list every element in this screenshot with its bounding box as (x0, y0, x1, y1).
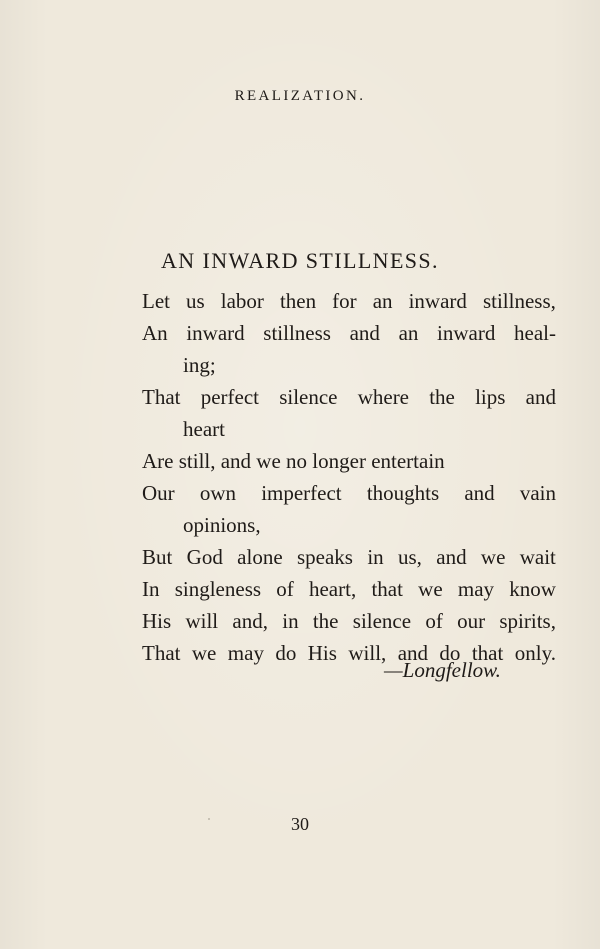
poem-line: That perfect silence where the lips and (142, 385, 556, 409)
poem-line: In singleness of heart, that we may know (142, 577, 556, 601)
poem-line-continuation: heart (183, 417, 225, 441)
running-head: REALIZATION. (234, 88, 366, 104)
poem-title: AN INWARD STILLNESS. (161, 248, 439, 273)
poem-body (142, 285, 562, 669)
poem-line: That we may do His will, and do that only. (142, 641, 556, 665)
attribution: —Longfellow. (384, 658, 501, 682)
poem-line: An inward stillness and an inward heal- (142, 321, 556, 345)
page-number: 30 (291, 814, 309, 834)
paper-speck (548, 399, 549, 405)
paper-speck (208, 818, 210, 820)
poem-line: Are still, and we no longer entertain (142, 449, 445, 473)
poem-line-continuation: ing; (183, 353, 216, 377)
poem-line: But God alone speaks in us, and we wait (142, 545, 556, 569)
poem-line: Let us labor then for an inward stillness, (142, 289, 556, 313)
poem-line: Our own imperfect thoughts and vain (142, 481, 556, 505)
poem-line-continuation: opinions, (183, 513, 261, 537)
poem-line: His will and, in the silence of our spirits, (142, 609, 556, 633)
